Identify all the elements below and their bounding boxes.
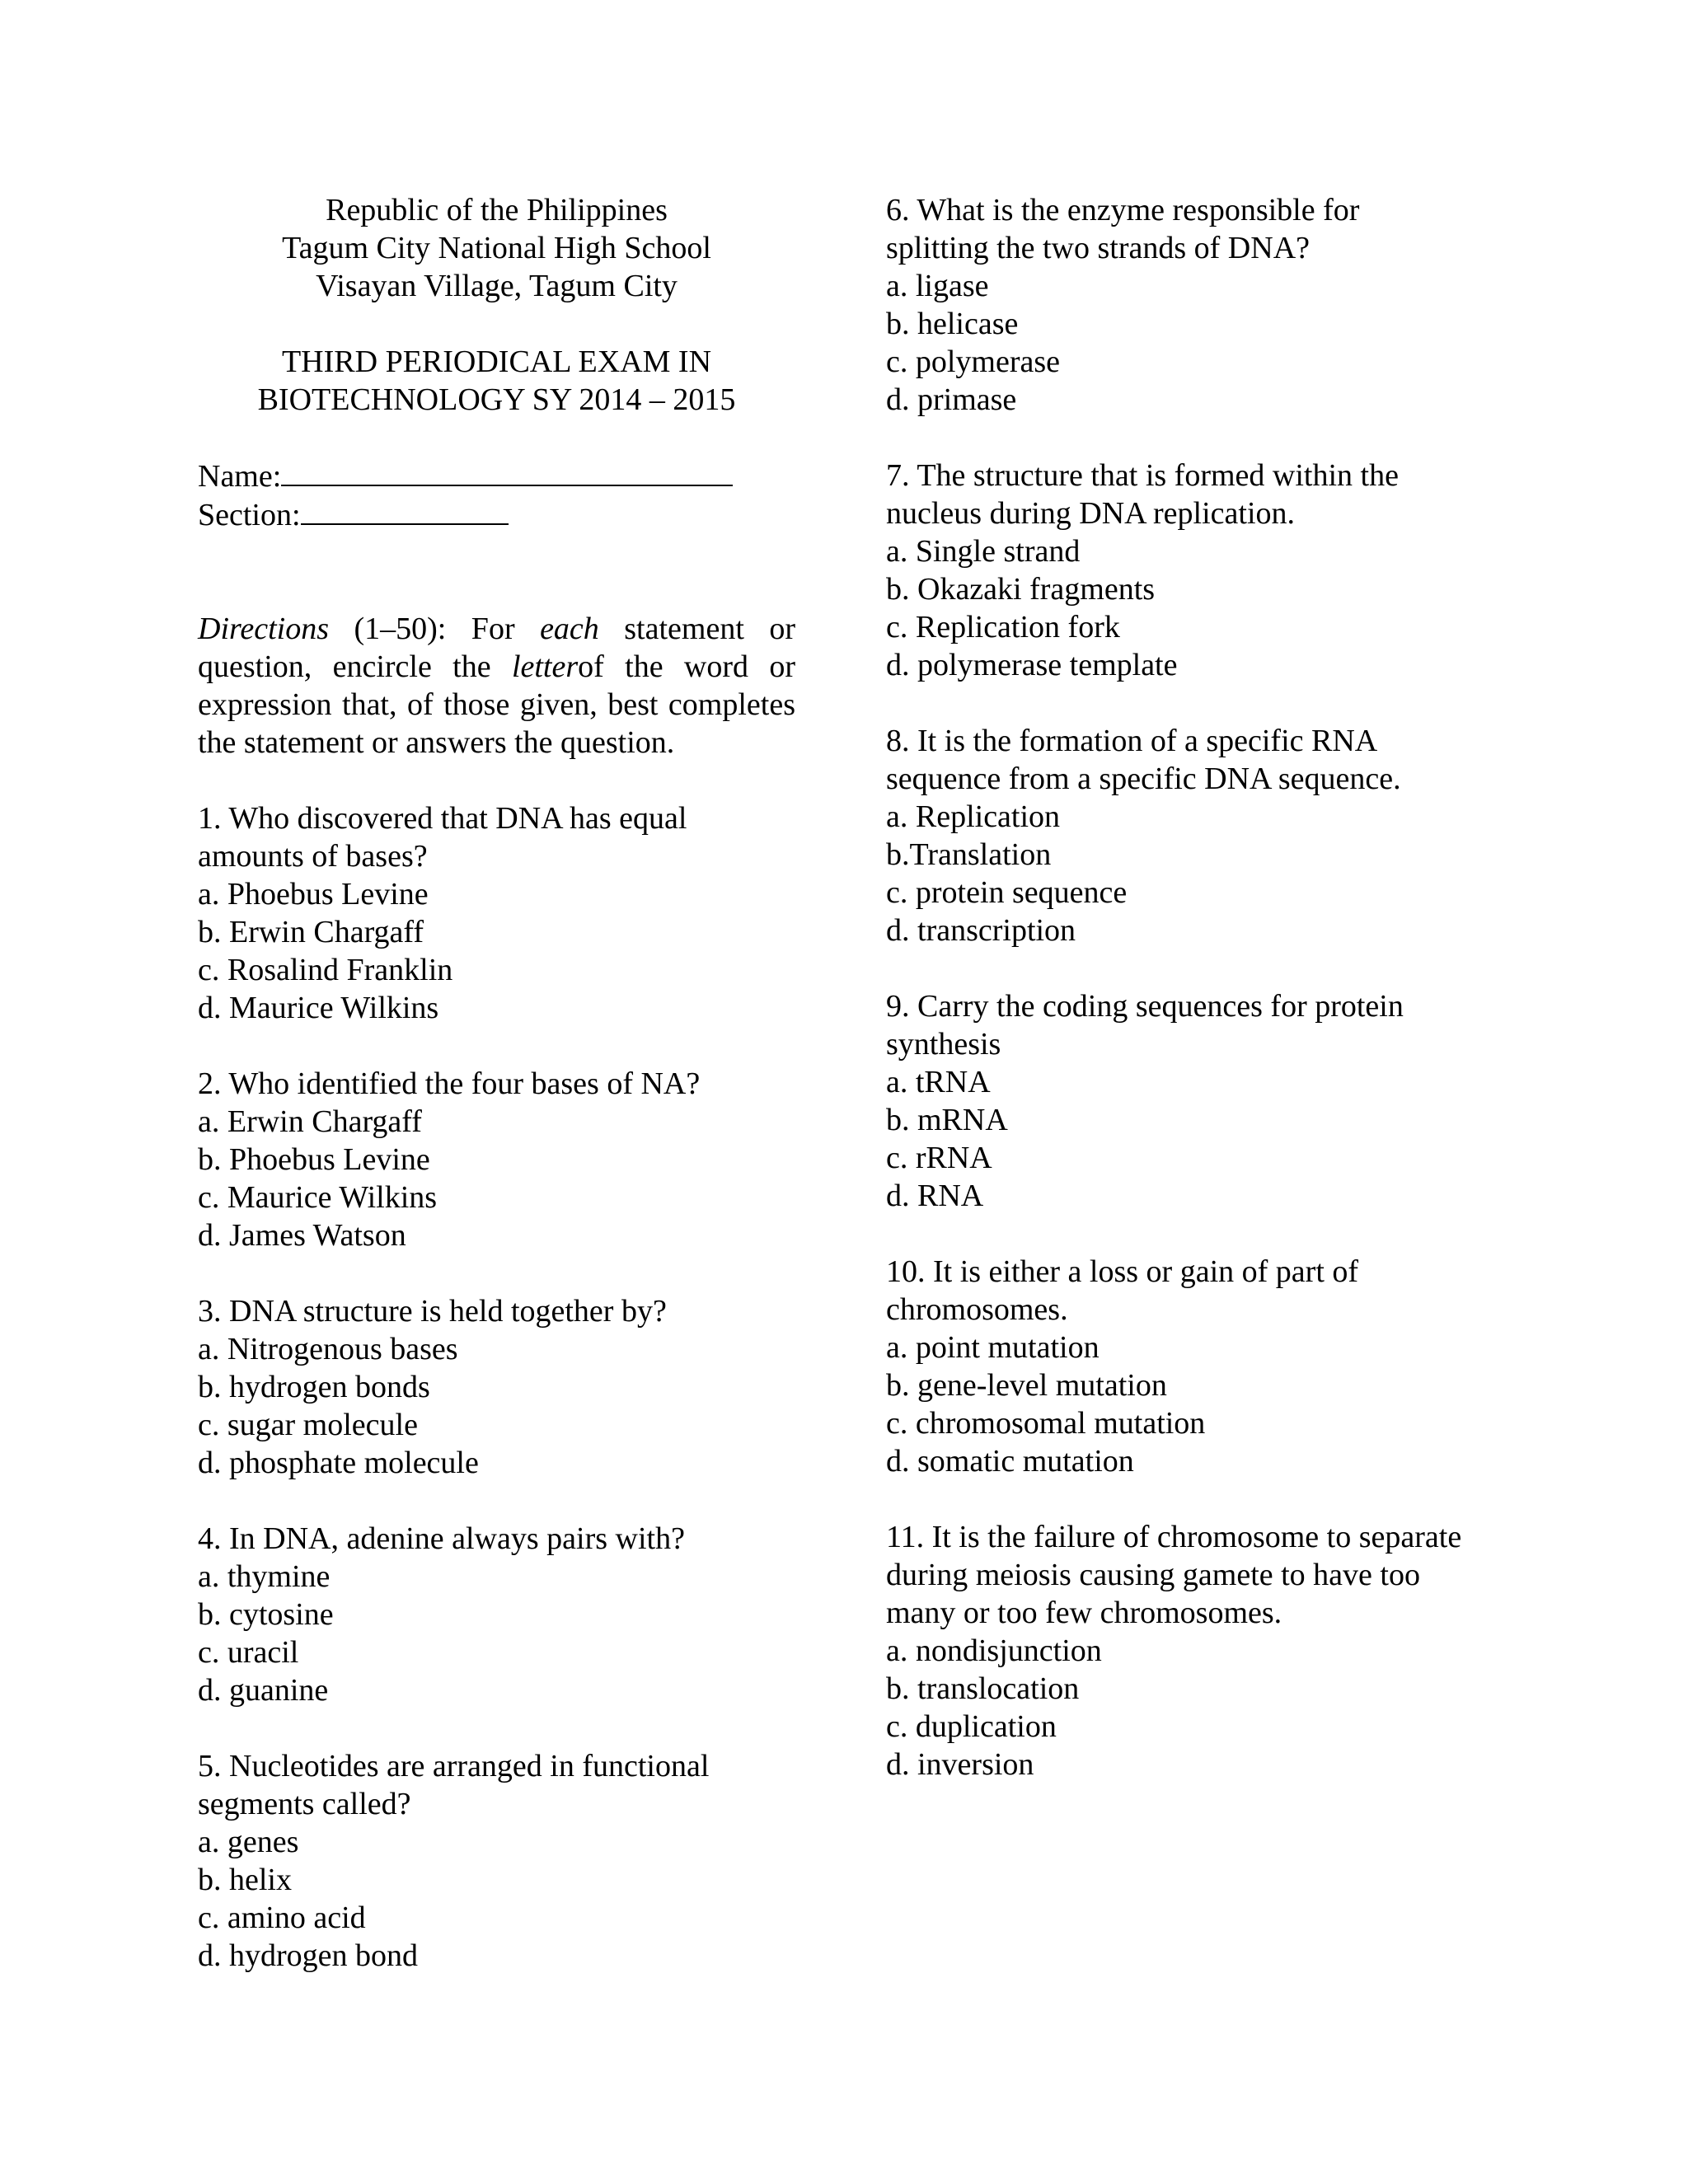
- option-c[interactable]: c. Rosalind Franklin: [198, 953, 453, 987]
- option-a[interactable]: a. Nitrogenous bases: [198, 1332, 458, 1366]
- school-address: Visayan Village, Tagum City: [316, 269, 678, 303]
- option-d[interactable]: d. somatic mutation: [886, 1444, 1134, 1479]
- directions-mid: statement or question, encircle the: [198, 612, 795, 684]
- option-d[interactable]: d. Maurice Wilkins: [198, 991, 439, 1025]
- section-blank[interactable]: [301, 495, 509, 525]
- exam-title-line2: BIOTECHNOLOGY SY 2014 – 2015: [257, 382, 736, 417]
- option-a[interactable]: a. Erwin Chargaff: [198, 1104, 422, 1139]
- question-stem: 9. Carry the coding sequences for protein synthesis: [886, 989, 1404, 1062]
- option-a[interactable]: a. tRNA: [886, 1065, 991, 1099]
- school-name: Tagum City National High School: [282, 231, 711, 265]
- option-a[interactable]: a. nondisjunction: [886, 1633, 1102, 1668]
- directions-range: (1–50): For: [329, 612, 541, 646]
- name-label: Name:: [198, 459, 282, 494]
- option-c[interactable]: c. Replication fork: [886, 610, 1120, 644]
- option-b[interactable]: b. helicase: [886, 307, 1019, 341]
- option-b[interactable]: b. translocation: [886, 1671, 1080, 1706]
- question-9: [886, 987, 1463, 1215]
- option-b[interactable]: b. cytosine: [198, 1597, 334, 1632]
- option-a[interactable]: a. point mutation: [886, 1330, 1100, 1365]
- option-c[interactable]: c. chromosomal mutation: [886, 1406, 1206, 1441]
- option-c[interactable]: c. sugar molecule: [198, 1408, 418, 1442]
- exam-title-line1: THIRD PERIODICAL EXAM IN: [281, 344, 712, 379]
- school-header: [198, 191, 795, 419]
- option-d[interactable]: d. inversion: [886, 1747, 1034, 1782]
- question-stem: 1. Who discovered that DNA has equal amounts of bases?: [198, 801, 687, 874]
- directions: [198, 610, 795, 762]
- directions-label: Directions: [198, 612, 330, 646]
- question-stem: 4. In DNA, adenine always pairs with?: [198, 1521, 685, 1556]
- option-a[interactable]: a. Single strand: [886, 534, 1081, 569]
- option-d[interactable]: d. James Watson: [198, 1218, 406, 1253]
- question-5: [198, 1747, 795, 1975]
- section-label: Section:: [198, 498, 301, 532]
- option-d[interactable]: d. polymerase template: [886, 648, 1178, 682]
- option-a[interactable]: a. genes: [198, 1825, 299, 1859]
- left-column: [198, 191, 795, 1975]
- option-c[interactable]: c. amino acid: [198, 1900, 366, 1935]
- directions-each: each: [540, 612, 599, 646]
- option-b[interactable]: b. hydrogen bonds: [198, 1370, 430, 1404]
- option-b[interactable]: b. Erwin Chargaff: [198, 915, 424, 949]
- question-stem: 10. It is either a loss or gain of part of chromosomes.: [886, 1254, 1359, 1327]
- name-field[interactable]: [198, 457, 795, 495]
- question-8: [886, 722, 1463, 949]
- option-d[interactable]: d. primase: [886, 382, 1017, 417]
- option-a[interactable]: a. Replication: [886, 799, 1061, 834]
- option-d[interactable]: d. guanine: [198, 1673, 329, 1708]
- question-10: [886, 1253, 1463, 1480]
- option-c[interactable]: c. uracil: [198, 1635, 299, 1670]
- option-d[interactable]: d. transcription: [886, 913, 1076, 948]
- option-b[interactable]: b. mRNA: [886, 1103, 1008, 1137]
- question-stem: 8. It is the formation of a specific RNA sequence from a specific DNA sequence.: [886, 724, 1401, 796]
- option-b[interactable]: b. gene-level mutation: [886, 1368, 1167, 1403]
- section-field[interactable]: [198, 495, 795, 534]
- name-blank[interactable]: [281, 457, 733, 486]
- option-b[interactable]: b. Phoebus Levine: [198, 1142, 430, 1177]
- option-d[interactable]: d. phosphate molecule: [198, 1446, 479, 1480]
- question-stem: 11. It is the failure of chromosome to separate during meiosis causing gamete to have too many or too few chromosomes.: [886, 1520, 1462, 1630]
- question-6: [886, 191, 1463, 419]
- question-11: [886, 1518, 1463, 1783]
- question-2: [198, 1065, 795, 1254]
- option-c[interactable]: c. duplication: [886, 1709, 1057, 1744]
- question-stem: 3. DNA structure is held together by?: [198, 1294, 667, 1329]
- option-b[interactable]: b. Okazaki fragments: [886, 572, 1156, 607]
- question-4: [198, 1520, 795, 1709]
- directions-letter: letter: [511, 649, 579, 684]
- option-c[interactable]: c. rRNA: [886, 1141, 992, 1175]
- question-3: [198, 1292, 795, 1482]
- option-c[interactable]: c. Maurice Wilkins: [198, 1180, 438, 1215]
- question-stem: 2. Who identified the four bases of NA?: [198, 1066, 701, 1101]
- option-b[interactable]: b. helix: [198, 1863, 292, 1897]
- right-column: [886, 191, 1463, 1783]
- option-a[interactable]: a. Phoebus Levine: [198, 877, 429, 912]
- option-d[interactable]: d. hydrogen bond: [198, 1938, 419, 1973]
- option-c[interactable]: c. protein sequence: [886, 875, 1128, 910]
- student-fields: [198, 457, 795, 534]
- question-stem: 5. Nucleotides are arranged in functional segments called?: [198, 1749, 710, 1821]
- option-a[interactable]: a. thymine: [198, 1559, 331, 1594]
- option-d[interactable]: d. RNA: [886, 1179, 984, 1213]
- option-b[interactable]: b.Translation: [886, 837, 1052, 872]
- exam-title: [198, 343, 795, 419]
- option-c[interactable]: c. polymerase: [886, 344, 1061, 379]
- republic-line: Republic of the Philippines: [326, 193, 668, 227]
- directions-rest: of the word or expression that, of those given, best completes the statement or answers the question.: [198, 649, 795, 760]
- question-stem: 6. What is the enzyme responsible for splitting the two strands of DNA?: [886, 193, 1360, 265]
- question-stem: 7. The structure that is formed within the nucleus during DNA replication.: [886, 458, 1399, 531]
- question-7: [886, 457, 1463, 684]
- option-a[interactable]: a. ligase: [886, 269, 989, 303]
- question-1: [198, 799, 795, 1027]
